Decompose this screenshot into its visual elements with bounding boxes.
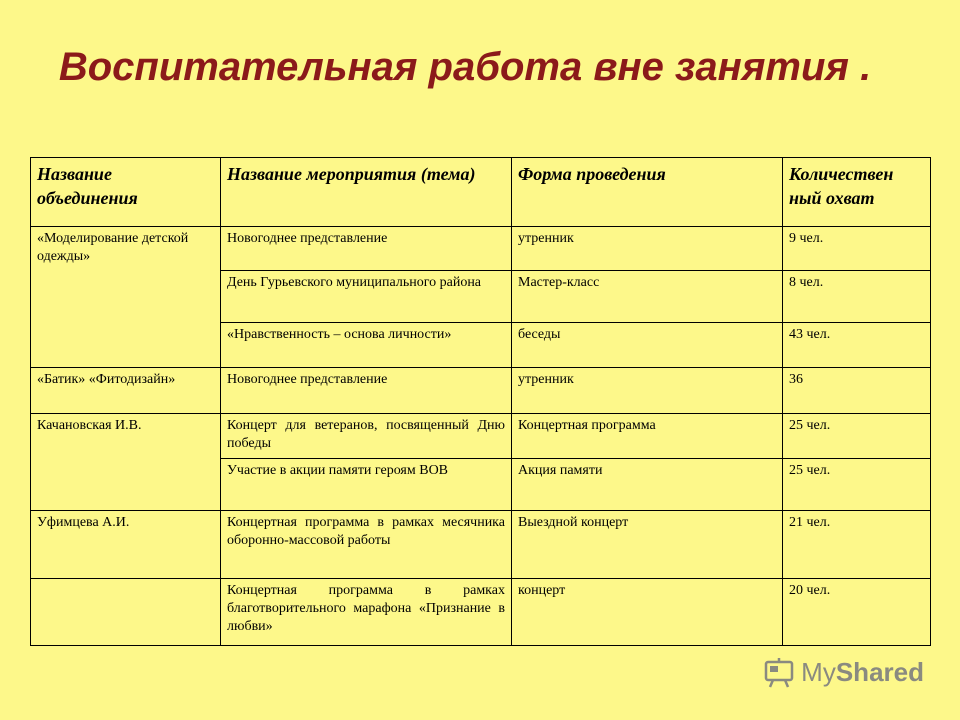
cell-event: Концерт для ветеранов, посвященный Дню победы bbox=[221, 414, 512, 459]
presentation-board-icon bbox=[763, 658, 795, 688]
cell-group: Уфимцева А.И. bbox=[31, 511, 221, 579]
header-count: Количествен ный охват bbox=[783, 158, 931, 227]
watermark-suffix: Shared bbox=[835, 657, 924, 687]
cell-event: Новогоднее представление bbox=[221, 227, 512, 271]
cell-form: утренник bbox=[512, 368, 783, 414]
cell-count: 25 чел. bbox=[783, 414, 931, 459]
table-row bbox=[31, 227, 931, 271]
table-row bbox=[31, 414, 931, 459]
table-row bbox=[31, 511, 931, 579]
cell-count: 9 чел. bbox=[783, 227, 931, 271]
cell-event: Концертная программа в рамках благотворительного марафона «Признание в любви» bbox=[221, 579, 512, 646]
header-event: Название мероприятия (тема) bbox=[221, 158, 512, 227]
cell-group: «Моделирование детской одежды» bbox=[31, 227, 221, 368]
cell-event: «Нравственность – основа личности» bbox=[221, 323, 512, 368]
cell-event: День Гурьевского муниципального района bbox=[221, 271, 512, 323]
myshared-watermark bbox=[763, 657, 924, 688]
events-table bbox=[30, 157, 931, 646]
table-header-row bbox=[31, 158, 931, 227]
cell-count: 36 bbox=[783, 368, 931, 414]
cell-form: Акция памяти bbox=[512, 459, 783, 511]
cell-group: Качановская И.В. bbox=[31, 414, 221, 511]
cell-form: утренник bbox=[512, 227, 783, 271]
table-row bbox=[31, 579, 931, 646]
cell-count: 20 чел. bbox=[783, 579, 931, 646]
cell-form: Выездной концерт bbox=[512, 511, 783, 579]
header-group: Название объединения bbox=[31, 158, 221, 227]
cell-event: Участие в акции памяти героям ВОВ bbox=[221, 459, 512, 511]
cell-event: Концертная программа в рамках месячника оборонно-массовой работы bbox=[221, 511, 512, 579]
cell-group bbox=[31, 579, 221, 646]
cell-form: Концертная программа bbox=[512, 414, 783, 459]
cell-count: 43 чел. bbox=[783, 323, 931, 368]
cell-count: 8 чел. bbox=[783, 271, 931, 323]
cell-form: концерт bbox=[512, 579, 783, 646]
header-form: Форма проведения bbox=[512, 158, 783, 227]
table-row bbox=[31, 368, 931, 414]
page-title: Воспитательная работа вне занятия . bbox=[58, 45, 872, 89]
cell-event: Новогоднее представление bbox=[221, 368, 512, 414]
cell-form: Мастер-класс bbox=[512, 271, 783, 323]
watermark-prefix: My bbox=[801, 657, 836, 687]
cell-count: 21 чел. bbox=[783, 511, 931, 579]
cell-count: 25 чел. bbox=[783, 459, 931, 511]
cell-form: беседы bbox=[512, 323, 783, 368]
cell-group: «Батик» «Фитодизайн» bbox=[31, 368, 221, 414]
